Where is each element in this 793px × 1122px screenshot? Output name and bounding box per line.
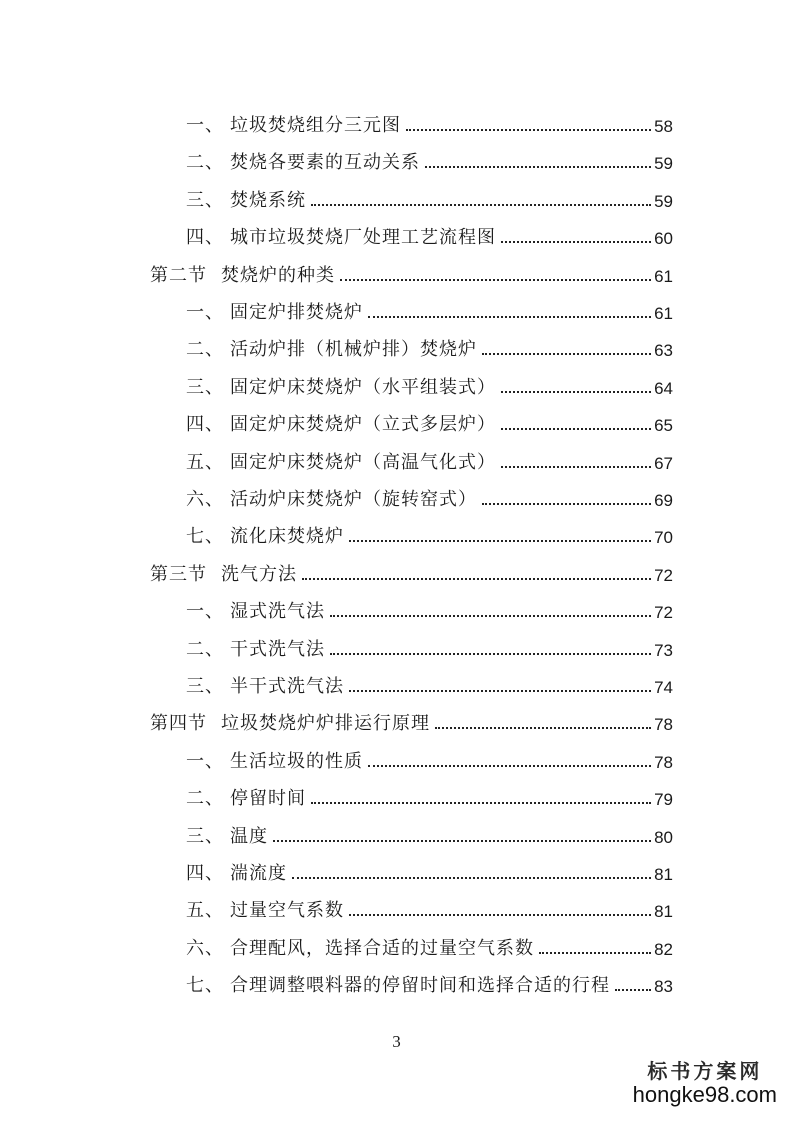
toc-entry-number: 一、 xyxy=(186,601,224,623)
toc-entry-title: 垃圾焚烧组分三元图 xyxy=(230,115,401,136)
toc-subsection-entry xyxy=(186,848,673,885)
toc-entry-title: 湿式洗气法 xyxy=(230,601,325,623)
toc-entry-title: 固定炉排焚烧炉 xyxy=(230,302,363,323)
dot-leader xyxy=(368,765,651,767)
toc-subsection-entry xyxy=(186,811,673,848)
page-number: 3 xyxy=(392,1032,401,1051)
toc-entry-label xyxy=(186,859,289,885)
toc-entry-number: 六、 xyxy=(186,937,224,959)
toc-entry-title: 固定炉床焚烧炉（水平组装式） xyxy=(230,376,496,398)
toc-entry-title: 合理调整喂料器的停留时间和选择合适的行程 xyxy=(230,975,610,997)
toc-entry-label xyxy=(186,186,308,212)
toc-entry-label xyxy=(186,896,346,922)
toc-entry-number: 六、 xyxy=(186,489,224,510)
dot-leader xyxy=(501,241,651,243)
toc-entry-title: 停留时间 xyxy=(230,788,306,810)
toc-entry-page: 60 xyxy=(654,229,673,249)
toc-entry-page: 83 xyxy=(654,977,673,997)
watermark-url: hongke98.com xyxy=(632,1082,777,1107)
toc-entry-number: 三、 xyxy=(186,825,224,847)
toc-entry-number: 四、 xyxy=(186,414,224,436)
dot-leader xyxy=(302,578,651,580)
toc-entry-title: 固定炉床焚烧炉（高温气化式） xyxy=(230,451,496,473)
toc-entry-page: 59 xyxy=(654,191,673,211)
toc-subsection-entry xyxy=(186,624,673,661)
dot-leader xyxy=(501,466,651,468)
toc-entry-label xyxy=(186,522,346,548)
toc-entry-number: 四、 xyxy=(186,227,224,249)
dot-leader xyxy=(330,653,651,655)
toc-subsection-entry xyxy=(186,474,673,511)
dot-leader xyxy=(482,503,651,505)
watermark xyxy=(633,1055,777,1108)
toc-entry-label xyxy=(150,709,432,735)
dot-leader xyxy=(406,129,651,131)
toc-subsection-entry xyxy=(186,100,673,137)
dot-leader xyxy=(615,989,651,991)
dot-leader xyxy=(482,353,651,355)
toc-entry-number: 一、 xyxy=(186,115,224,136)
toc-entry-page: 74 xyxy=(654,678,673,697)
toc-entry-page: 79 xyxy=(654,790,673,810)
toc-entry-title: 洗气方法 xyxy=(221,563,297,585)
toc-entry-number: 二、 xyxy=(186,788,224,810)
toc-subsection-entry xyxy=(186,736,673,773)
toc-subsection-entry xyxy=(186,586,673,623)
toc-entry-page: 59 xyxy=(654,154,673,174)
toc-entry-page: 78 xyxy=(654,715,673,735)
toc-entry-page: 61 xyxy=(654,266,673,286)
toc-entry-number: 四、 xyxy=(186,863,224,884)
dot-leader xyxy=(425,166,651,168)
toc-subsection-entry xyxy=(186,773,673,810)
toc-entry-label xyxy=(186,298,365,324)
toc-section-entry xyxy=(150,698,673,735)
toc-entry-label xyxy=(186,747,365,773)
dot-leader xyxy=(349,690,651,692)
toc-entry-page: 64 xyxy=(654,378,673,398)
toc-entry-number: 一、 xyxy=(186,750,224,772)
toc-subsection-entry xyxy=(186,885,673,922)
toc-subsection-entry xyxy=(186,324,673,361)
dot-leader xyxy=(311,204,651,206)
toc-entry-number: 五、 xyxy=(186,900,224,922)
toc-subsection-entry xyxy=(186,661,673,698)
toc-entry-number: 七、 xyxy=(186,526,224,548)
toc-entry-label xyxy=(186,485,479,511)
toc-subsection-entry xyxy=(186,399,673,436)
toc-section-entry xyxy=(150,549,673,586)
toc-entry-title: 焚烧炉的种类 xyxy=(221,264,335,286)
toc-entry-number: 三、 xyxy=(186,376,224,398)
toc-entry-page: 72 xyxy=(654,565,673,585)
toc-entry-title: 活动炉床焚烧炉（旋转窑式） xyxy=(230,489,477,510)
toc-entry-label xyxy=(186,635,327,661)
toc-entry-number: 一、 xyxy=(186,302,224,323)
toc-entry-page: 73 xyxy=(654,640,673,660)
watermark-chinese: 标书方案网 xyxy=(647,1059,763,1083)
toc-entry-page: 58 xyxy=(654,117,673,136)
toc-subsection-entry xyxy=(186,511,673,548)
toc-entry-title: 过量空气系数 xyxy=(230,900,344,922)
toc-entry-number: 二、 xyxy=(186,339,224,361)
dot-leader xyxy=(368,316,651,318)
toc-entry-number: 第四节 xyxy=(150,713,207,735)
toc-subsection-entry xyxy=(186,287,673,324)
dot-leader xyxy=(349,914,651,916)
toc-entry-page: 61 xyxy=(654,304,673,323)
toc-entry-number: 第三节 xyxy=(150,563,207,585)
dot-leader xyxy=(349,540,651,542)
toc-entry-title: 半干式洗气法 xyxy=(230,676,344,697)
toc-entry-number: 五、 xyxy=(186,451,224,473)
toc-entry-page: 65 xyxy=(654,416,673,436)
toc-entry-number: 二、 xyxy=(186,638,224,660)
toc-entry-label xyxy=(150,560,299,586)
toc-entry-label xyxy=(186,111,403,137)
toc-entry-page: 81 xyxy=(654,865,673,884)
toc-subsection-entry xyxy=(186,960,673,997)
toc-entry-label xyxy=(186,148,422,174)
toc-entry-title: 流化床焚烧炉 xyxy=(230,526,344,548)
dot-leader xyxy=(292,877,651,879)
toc-entry-title: 垃圾焚烧炉炉排运行原理 xyxy=(221,713,430,735)
dot-leader xyxy=(539,952,651,954)
toc-entry-label xyxy=(186,822,270,848)
toc-entry-title: 活动炉排（机械炉排）焚烧炉 xyxy=(230,339,477,361)
dot-leader xyxy=(435,727,651,729)
toc-entry-page: 80 xyxy=(654,827,673,847)
toc-entry-number: 第二节 xyxy=(150,264,207,286)
toc-subsection-entry xyxy=(186,175,673,212)
toc-entry-label xyxy=(186,410,498,436)
toc-subsection-entry xyxy=(186,923,673,960)
toc-entry-page: 82 xyxy=(654,939,673,959)
toc-entry-title: 干式洗气法 xyxy=(230,638,325,660)
toc-entry-number: 三、 xyxy=(186,189,224,211)
toc-entry-label xyxy=(186,373,498,399)
toc-entry-title: 固定炉床焚烧炉（立式多层炉） xyxy=(230,414,496,436)
toc-entry-page: 78 xyxy=(654,752,673,772)
toc-entry-title: 城市垃圾焚烧厂处理工艺流程图 xyxy=(230,227,496,249)
toc-entry-title: 合理配风，选择合适的过量空气系数 xyxy=(230,937,534,959)
dot-leader xyxy=(501,428,651,430)
dot-leader xyxy=(273,840,651,842)
toc-entry-page: 69 xyxy=(654,491,673,510)
toc-subsection-entry xyxy=(186,137,673,174)
toc-entry-title: 温度 xyxy=(230,825,268,847)
dot-leader xyxy=(330,615,651,617)
toc-entry-label xyxy=(186,971,612,997)
toc-entry-label xyxy=(150,261,337,287)
toc-subsection-entry xyxy=(186,362,673,399)
toc-subsection-entry xyxy=(186,437,673,474)
toc-entry-label xyxy=(186,672,346,698)
toc-subsection-entry xyxy=(186,212,673,249)
toc-entry-label xyxy=(186,223,498,249)
toc-entry-number: 二、 xyxy=(186,152,224,174)
toc-entry-title: 生活垃圾的性质 xyxy=(230,750,363,772)
toc-entry-label xyxy=(186,597,327,623)
dot-leader xyxy=(501,391,651,393)
toc-entry-number: 七、 xyxy=(186,975,224,997)
dot-leader xyxy=(311,802,651,804)
toc-section-entry xyxy=(150,250,673,287)
toc-entry-page: 67 xyxy=(654,453,673,473)
toc-entry-title: 焚烧各要素的互动关系 xyxy=(230,152,420,174)
toc-entry-page: 70 xyxy=(654,528,673,548)
toc-entry-title: 焚烧系统 xyxy=(230,189,306,211)
toc-entry-label xyxy=(186,934,536,960)
toc-entry-page: 63 xyxy=(654,341,673,361)
toc-entry-label xyxy=(186,448,498,474)
dot-leader xyxy=(340,279,651,281)
toc-entry-page: 81 xyxy=(654,902,673,922)
toc-entry-title: 湍流度 xyxy=(230,863,287,884)
toc-entry-label xyxy=(186,335,479,361)
toc-entry-label xyxy=(186,784,308,810)
toc-entry-page: 72 xyxy=(654,603,673,623)
toc-entry-number: 三、 xyxy=(186,676,224,697)
